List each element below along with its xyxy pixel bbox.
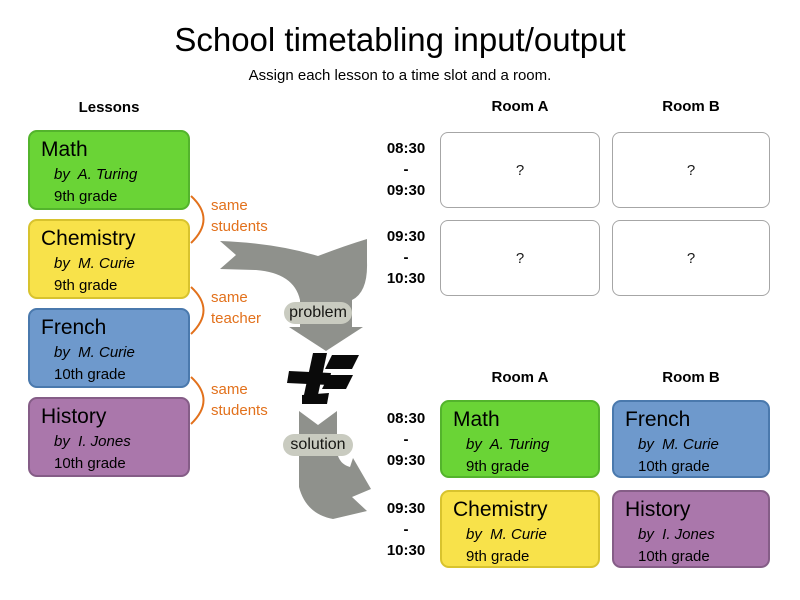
lesson-subject: Math	[41, 138, 88, 161]
solution-card-french	[612, 400, 770, 478]
timeslot-start: 09:30	[386, 228, 426, 245]
timeslot-start: 09:30	[386, 500, 426, 517]
lesson-grade: 10th grade	[54, 455, 126, 472]
timeslot-label	[378, 498, 434, 561]
lesson-subject: French	[625, 408, 691, 431]
timeslot-label	[378, 226, 434, 289]
lesson-subject: Chemistry	[453, 498, 548, 521]
timeslot-end: 10:30	[386, 542, 426, 559]
brace-icon	[191, 287, 204, 334]
problem-room-a-header: Room A	[491, 98, 549, 115]
empty-slot-cell: ?	[440, 220, 600, 296]
lesson-teacher: by A. Turing	[54, 166, 138, 183]
solution-card-chemistry	[440, 490, 600, 568]
problem-badge: problem	[284, 302, 352, 324]
lesson-subject: Chemistry	[41, 227, 136, 250]
solution-card-math	[440, 400, 600, 478]
lesson-teacher: by I. Jones	[638, 526, 715, 543]
lesson-teacher: by M. Curie	[466, 526, 547, 543]
lesson-teacher: by M. Curie	[54, 255, 135, 272]
solution-arrow-icon	[299, 411, 371, 519]
lesson-grade: 10th grade	[638, 548, 710, 565]
constraint-line: same	[211, 381, 248, 398]
timeslot-start: 08:30	[386, 410, 426, 427]
empty-slot-cell: ?	[440, 132, 600, 208]
page-subtitle: Assign each lesson to a time slot and a room.	[248, 67, 552, 84]
constraint-line: same	[211, 289, 248, 306]
lesson-grade: 9th grade	[54, 277, 118, 294]
solution-card-history	[612, 490, 770, 568]
solution-room-b-header: Room B	[662, 369, 720, 386]
timeslot-end: 09:30	[386, 182, 426, 199]
problem-room-b-header: Room B	[662, 98, 720, 115]
timeslot-separator: -	[403, 249, 409, 266]
lesson-card-french	[28, 308, 190, 388]
lesson-teacher: by M. Curie	[638, 436, 719, 453]
timeslot-end: 09:30	[386, 452, 426, 469]
timeslot-label	[378, 138, 434, 201]
lesson-subject: History	[41, 405, 107, 428]
lesson-teacher: by I. Jones	[54, 433, 131, 450]
empty-slot-cell: ?	[612, 220, 770, 296]
lesson-teacher: by A. Turing	[466, 436, 550, 453]
lesson-card-math	[28, 130, 190, 210]
lesson-card-history	[28, 397, 190, 477]
solution-room-a-header: Room A	[491, 369, 549, 386]
lesson-subject: Math	[453, 408, 500, 431]
timeslot-separator: -	[403, 521, 409, 538]
brace-icon	[191, 377, 204, 424]
timeslot-separator: -	[403, 431, 409, 448]
empty-slot-cell: ?	[612, 132, 770, 208]
constraint-line: teacher	[211, 310, 262, 327]
lessons-header: Lessons	[78, 99, 140, 116]
lesson-grade: 9th grade	[466, 548, 530, 565]
timeslot-label	[378, 408, 434, 471]
lesson-grade: 10th grade	[54, 366, 126, 383]
timeslot-end: 10:30	[386, 270, 426, 287]
lesson-teacher: by M. Curie	[54, 344, 135, 361]
constraint-label-same-students-2	[211, 379, 268, 421]
lesson-grade: 9th grade	[54, 188, 118, 205]
lesson-subject: French	[41, 316, 107, 339]
lesson-grade: 10th grade	[638, 458, 710, 475]
timefold-logo-icon	[287, 353, 359, 404]
solution-badge: solution	[283, 434, 353, 456]
page-title: School timetabling input/output	[174, 21, 626, 58]
timeslot-separator: -	[403, 161, 409, 178]
lesson-subject: History	[625, 498, 691, 521]
timeslot-start: 08:30	[386, 140, 426, 157]
lesson-grade: 9th grade	[466, 458, 530, 475]
lesson-card-chemistry	[28, 219, 190, 299]
constraint-line: students	[211, 402, 268, 419]
constraint-label-same-teacher	[211, 287, 261, 329]
constraint-label-same-students-1	[211, 195, 268, 237]
constraint-line: students	[211, 218, 268, 235]
constraint-line: same	[211, 197, 248, 214]
brace-icon	[191, 196, 204, 243]
